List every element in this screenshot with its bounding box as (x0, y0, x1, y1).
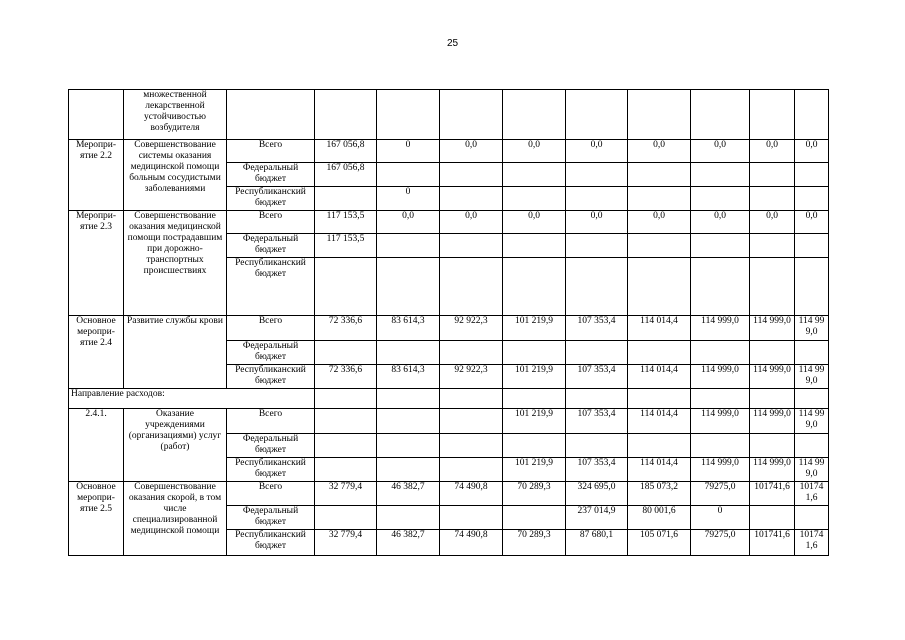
value-cell (315, 409, 377, 434)
value-cell: 114 999,0 (750, 458, 795, 482)
value-cell: 114 014,4 (628, 458, 691, 482)
value-cell (377, 389, 440, 409)
funding-source-cell: Всего (227, 316, 315, 341)
value-cell: 80 001,6 (628, 506, 691, 530)
value-cell: 46 382,7 (377, 530, 440, 556)
value-cell (566, 389, 628, 409)
value-cell (628, 389, 691, 409)
value-cell: 0,0 (691, 140, 750, 163)
value-cell: 114 999,0 (795, 365, 829, 389)
measure-code-cell: Основное меропри-ятие 2.5 (69, 482, 124, 556)
value-cell (440, 458, 503, 482)
value-cell: 46 382,7 (377, 482, 440, 506)
value-cell (795, 434, 829, 458)
value-cell: 114 999,0 (691, 458, 750, 482)
funding-source-cell: Федеральный бюджет (227, 234, 315, 258)
value-cell (377, 341, 440, 365)
value-cell: 0,0 (503, 140, 566, 163)
value-cell: 185 073,2 (628, 482, 691, 506)
value-cell: 0,0 (503, 211, 566, 234)
value-cell: 83 614,3 (377, 365, 440, 389)
value-cell: 72 336,6 (315, 316, 377, 341)
value-cell: 167 056,8 (315, 163, 377, 187)
value-cell (377, 506, 440, 530)
value-cell: 92 922,3 (440, 365, 503, 389)
value-cell: 0,0 (377, 211, 440, 234)
table-row (69, 482, 829, 506)
value-cell: 101741,6 (795, 530, 829, 556)
measure-code-cell (69, 90, 124, 140)
value-cell: 101 219,9 (503, 409, 566, 434)
value-cell (440, 341, 503, 365)
value-cell (503, 258, 566, 316)
value-cell (503, 389, 566, 409)
measure-name-cell: Совершенствование оказания медицинской помощи пострадавшим при дорожно-транспортных происшествиях (124, 211, 227, 316)
value-cell: 105 071,6 (628, 530, 691, 556)
value-cell (691, 341, 750, 365)
value-cell (377, 458, 440, 482)
value-cell: 32 779,4 (315, 530, 377, 556)
value-cell: 101741,6 (750, 482, 795, 506)
value-cell (566, 163, 628, 187)
value-cell: 0,0 (691, 211, 750, 234)
value-cell: 0 (377, 187, 440, 211)
table-row (69, 90, 829, 140)
value-cell (315, 389, 377, 409)
value-cell (750, 258, 795, 316)
value-cell (750, 90, 795, 140)
funding-source-cell: Всего (227, 211, 315, 234)
value-cell: 114 999,0 (795, 316, 829, 341)
value-cell (691, 90, 750, 140)
value-cell (503, 234, 566, 258)
value-cell: 107 353,4 (566, 316, 628, 341)
value-cell: 0,0 (566, 140, 628, 163)
value-cell (795, 389, 829, 409)
value-cell (628, 258, 691, 316)
value-cell (503, 434, 566, 458)
value-cell: 74 490,8 (440, 530, 503, 556)
measure-code-cell: Меропри-ятие 2.2 (69, 140, 124, 211)
value-cell: 101 219,9 (503, 316, 566, 341)
budget-table-body (69, 90, 829, 556)
measure-name-cell: Совершенствование системы оказания медицинской помощи больным сосудистыми заболеваниями (124, 140, 227, 211)
value-cell: 0,0 (750, 140, 795, 163)
value-cell: 101741,6 (795, 482, 829, 506)
value-cell (691, 163, 750, 187)
value-cell (440, 234, 503, 258)
page-number: 25 (446, 38, 459, 49)
funding-source-cell: Всего (227, 482, 315, 506)
value-cell (377, 258, 440, 316)
value-cell: 117 153,5 (315, 234, 377, 258)
value-cell (440, 434, 503, 458)
value-cell (377, 434, 440, 458)
funding-source-cell: Федеральный бюджет (227, 434, 315, 458)
value-cell (750, 389, 795, 409)
value-cell (377, 409, 440, 434)
value-cell (566, 341, 628, 365)
value-cell: 117 153,5 (315, 211, 377, 234)
measure-name-cell: Оказание учреждениями (организациями) услуг (работ) (124, 409, 227, 482)
value-cell (315, 506, 377, 530)
value-cell: 114 999,0 (691, 409, 750, 434)
funding-source-cell: Республиканский бюджет (227, 187, 315, 211)
funding-source-cell: Республиканский бюджет (227, 458, 315, 482)
funding-source-cell: Федеральный бюджет (227, 341, 315, 365)
value-cell (503, 341, 566, 365)
table-row (69, 211, 829, 234)
value-cell: 74 490,8 (440, 482, 503, 506)
value-cell: 114 999,0 (795, 458, 829, 482)
value-cell (315, 187, 377, 211)
value-cell: 0,0 (628, 211, 691, 234)
value-cell: 101741,6 (750, 530, 795, 556)
value-cell (566, 187, 628, 211)
value-cell (628, 234, 691, 258)
value-cell: 0,0 (566, 211, 628, 234)
value-cell (750, 434, 795, 458)
measure-code-cell: Меропри-ятие 2.3 (69, 211, 124, 316)
value-cell: 72 336,6 (315, 365, 377, 389)
value-cell (795, 506, 829, 530)
value-cell (315, 434, 377, 458)
value-cell: 0,0 (628, 140, 691, 163)
value-cell (440, 506, 503, 530)
measure-code-cell: 2.4.1. (69, 409, 124, 482)
value-cell: 167 056,8 (315, 140, 377, 163)
value-cell: 114 014,4 (628, 316, 691, 341)
value-cell: 107 353,4 (566, 458, 628, 482)
value-cell (503, 187, 566, 211)
funding-source-cell: Всего (227, 409, 315, 434)
value-cell: 79275,0 (691, 530, 750, 556)
value-cell: 114 999,0 (750, 365, 795, 389)
value-cell (691, 234, 750, 258)
value-cell: 70 289,3 (503, 530, 566, 556)
value-cell (440, 90, 503, 140)
value-cell (691, 187, 750, 211)
value-cell: 107 353,4 (566, 409, 628, 434)
value-cell: 114 014,4 (628, 365, 691, 389)
table-row (69, 409, 829, 434)
value-cell (377, 90, 440, 140)
value-cell (628, 341, 691, 365)
value-cell: 32 779,4 (315, 482, 377, 506)
value-cell: 114 999,0 (691, 365, 750, 389)
value-cell (440, 187, 503, 211)
value-cell (691, 389, 750, 409)
value-cell (795, 341, 829, 365)
funding-source-cell: Республиканский бюджет (227, 530, 315, 556)
value-cell (691, 258, 750, 316)
value-cell: 101 219,9 (503, 458, 566, 482)
value-cell (628, 163, 691, 187)
value-cell: 237 014,9 (566, 506, 628, 530)
value-cell (440, 258, 503, 316)
funding-source-cell: Республиканский бюджет (227, 258, 315, 316)
value-cell: 0,0 (795, 211, 829, 234)
value-cell (566, 258, 628, 316)
value-cell: 0 (377, 140, 440, 163)
value-cell (795, 163, 829, 187)
table-row (69, 316, 829, 341)
value-cell (503, 506, 566, 530)
value-cell (566, 90, 628, 140)
value-cell (750, 187, 795, 211)
value-cell: 114 999,0 (750, 409, 795, 434)
value-cell: 114 999,0 (691, 316, 750, 341)
value-cell (795, 258, 829, 316)
value-cell: 114 999,0 (795, 409, 829, 434)
value-cell (315, 341, 377, 365)
value-cell: 0 (691, 506, 750, 530)
value-cell: 101 219,9 (503, 365, 566, 389)
funding-source-cell: Всего (227, 140, 315, 163)
source-cell (227, 90, 315, 140)
value-cell (503, 90, 566, 140)
value-cell (503, 163, 566, 187)
value-cell: 79275,0 (691, 482, 750, 506)
budget-table (68, 89, 829, 556)
value-cell (795, 90, 829, 140)
value-cell: 70 289,3 (503, 482, 566, 506)
value-cell (440, 163, 503, 187)
value-cell: 107 353,4 (566, 365, 628, 389)
funding-source-cell: Республиканский бюджет (227, 365, 315, 389)
value-cell (750, 234, 795, 258)
value-cell (566, 234, 628, 258)
value-cell (795, 234, 829, 258)
value-cell (628, 187, 691, 211)
value-cell (315, 258, 377, 316)
value-cell (566, 434, 628, 458)
measure-code-cell: Основное меропри-ятие 2.4 (69, 316, 124, 389)
value-cell: 92 922,3 (440, 316, 503, 341)
funding-source-cell: Федеральный бюджет (227, 163, 315, 187)
measure-name-cell: множественной лекарственной устойчивостью возбудителя (124, 90, 227, 140)
value-cell: 0,0 (750, 211, 795, 234)
value-cell: 87 680,1 (566, 530, 628, 556)
value-cell: 114 014,4 (628, 409, 691, 434)
value-cell (750, 341, 795, 365)
value-cell (315, 90, 377, 140)
value-cell (440, 389, 503, 409)
value-cell (628, 434, 691, 458)
funding-source-cell: Федеральный бюджет (227, 506, 315, 530)
measure-name-cell: Развитие службы крови (124, 316, 227, 389)
value-cell (377, 234, 440, 258)
value-cell: 0,0 (440, 211, 503, 234)
value-cell: 83 614,3 (377, 316, 440, 341)
table-row (69, 140, 829, 163)
value-cell: 0,0 (440, 140, 503, 163)
value-cell: 324 695,0 (566, 482, 628, 506)
value-cell (377, 163, 440, 187)
direction-row (69, 389, 829, 409)
value-cell (750, 163, 795, 187)
value-cell (795, 187, 829, 211)
value-cell (628, 90, 691, 140)
value-cell (691, 434, 750, 458)
value-cell (440, 409, 503, 434)
value-cell: 114 999,0 (750, 316, 795, 341)
direction-label: Направление расходов: (69, 389, 315, 409)
value-cell (750, 506, 795, 530)
value-cell (315, 458, 377, 482)
measure-name-cell: Совершенствование оказания скорой, в том числе специализированной медицинской помощи (124, 482, 227, 556)
value-cell: 0,0 (795, 140, 829, 163)
